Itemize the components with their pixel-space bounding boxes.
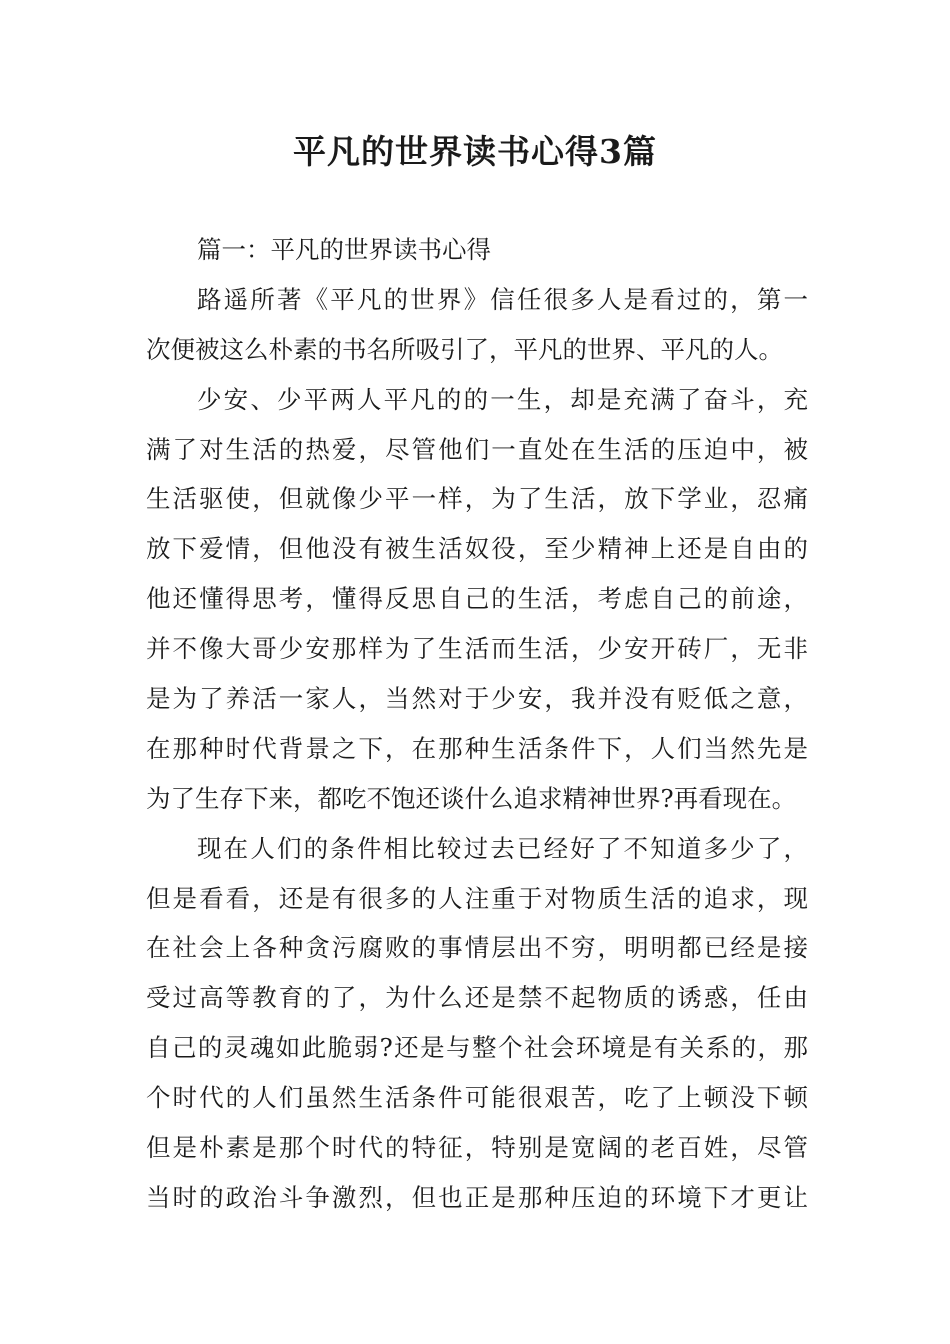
text-line: 次便被这么朴素的书名所吸引了，平凡的世界、平凡的人。 (146, 334, 783, 364)
text-line: 受过高等教育的了，为什么还是禁不起物质的诱惑，任由 (146, 983, 808, 1013)
text-line: 自己的灵魂如此脆弱?还是与整个社会环境是有关系的，那 (146, 1033, 808, 1063)
text-line: 少安、少平两人平凡的的一生，却是充满了奋斗，充 (197, 384, 808, 414)
document-body (146, 230, 808, 1228)
text-line: 篇一：平凡的世界读书心得 (197, 235, 491, 264)
text-line: 并不像大哥少安那样为了生活而生活，少安开砖厂，无非 (146, 634, 808, 664)
text-line: 在社会上各种贪污腐败的事情层出不穷，明明都已经是接 (146, 933, 808, 963)
text-line: 满了对生活的热爱，尽管他们一直处在生活的压迫中，被 (146, 434, 808, 464)
text-line: 生活驱使，但就像少平一样，为了生活，放下学业，忍痛 (146, 484, 808, 514)
text-line: 放下爱情，但他没有被生活奴役，至少精神上还是自由的 (146, 534, 808, 564)
document-title: 平凡的世界读书心得3篇 (293, 132, 657, 171)
text-line: 个时代的人们虽然生活条件可能很艰苦，吃了上顿没下顿 (146, 1083, 808, 1113)
text-line: 在那种时代背景之下，在那种生活条件下，人们当然先是 (146, 733, 808, 763)
text-line: 路遥所著《平凡的世界》信任很多人是看过的，第一 (197, 284, 808, 314)
text-line: 他还懂得思考，懂得反思自己的生活，考虑自己的前途， (146, 584, 808, 614)
text-line: 现在人们的条件相比较过去已经好了不知道多少了， (197, 833, 808, 863)
text-line: 但是朴素是那个时代的特征，特别是宽阔的老百姓，尽管 (146, 1133, 808, 1163)
text-line: 但是看看，还是有很多的人注重于对物质生活的追求，现 (146, 883, 808, 913)
text-line: 为了生存下来，都吃不饱还谈什么追求精神世界?再看现在。 (146, 783, 797, 813)
text-line: 当时的政治斗争激烈，但也正是那种压迫的环境下才更让 (146, 1182, 808, 1212)
text-line: 是为了养活一家人，当然对于少安，我并没有贬低之意， (146, 684, 808, 714)
